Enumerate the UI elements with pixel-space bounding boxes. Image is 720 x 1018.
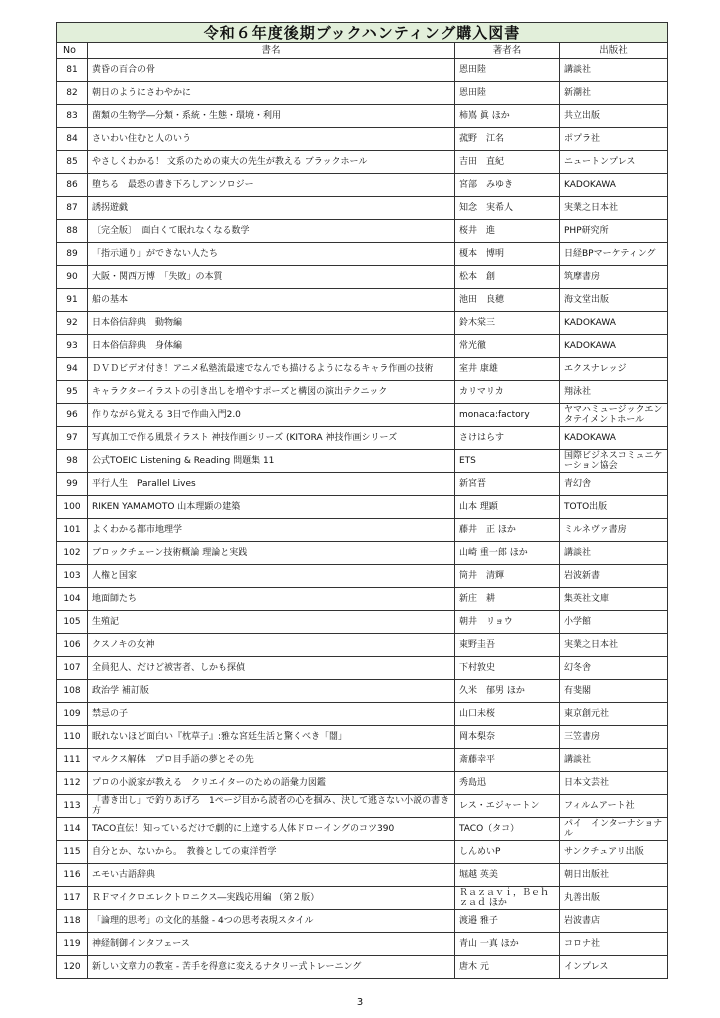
cell-title: 「書き出し」で釣りあげろ 1ページ目から読者の心を掴み、決して逃さない小説の書き方 — [88, 795, 455, 818]
cell-author: さけはらす — [455, 427, 560, 450]
cell-no: 105 — [57, 611, 88, 634]
cell-author: Ｒａｚａｖｉ，Ｂｅｈｚａｄ ほか — [455, 887, 560, 910]
cell-no: 117 — [57, 887, 88, 910]
cell-publisher: 集英社文庫 — [560, 588, 668, 611]
cell-title: やさしくわかる！ 文系のための東大の先生が教える ブラックホール — [88, 151, 455, 174]
cell-author: 斎藤幸平 — [455, 749, 560, 772]
cell-title: 平行人生 Parallel Lives — [88, 473, 455, 496]
cell-publisher: 共立出版 — [560, 105, 668, 128]
cell-title: 写真加工で作る風景イラスト 神技作画シリーズ (KITORA 神技作画シリーズ — [88, 427, 455, 450]
table-row — [57, 634, 668, 657]
cell-author: 唐木 元 — [455, 956, 560, 979]
cell-no: 118 — [57, 910, 88, 933]
table-row — [57, 887, 668, 910]
table-row — [57, 772, 668, 795]
table-row — [57, 174, 668, 197]
cell-author: 久米 郁男 ほか — [455, 680, 560, 703]
cell-title: 眠れないほど面白い『枕草子』:雅な宮廷生活と驚くべき「闇」 — [88, 726, 455, 749]
cell-title: ＲＦマイクロエレクトロニクス―実践応用編 （第２版） — [88, 887, 455, 910]
cell-publisher: KADOKAWA — [560, 312, 668, 335]
cell-publisher: PHP研究所 — [560, 220, 668, 243]
table-row — [57, 450, 668, 473]
cell-publisher: 翔泳社 — [560, 381, 668, 404]
cell-no: 106 — [57, 634, 88, 657]
cell-author: 新庄 耕 — [455, 588, 560, 611]
cell-author: 渡邉 雅子 — [455, 910, 560, 933]
table-row — [57, 933, 668, 956]
cell-no: 88 — [57, 220, 88, 243]
cell-author: 柿嶌 眞 ほか — [455, 105, 560, 128]
cell-title: RIKEN YAMAMOTO 山本理顕の建築 — [88, 496, 455, 519]
cell-no: 114 — [57, 818, 88, 841]
cell-title: 日本俗信辞典 動物編 — [88, 312, 455, 335]
cell-no: 90 — [57, 266, 88, 289]
cell-publisher: 岩波書店 — [560, 910, 668, 933]
cell-author: 下村敦史 — [455, 657, 560, 680]
cell-no: 120 — [57, 956, 88, 979]
cell-no: 81 — [57, 59, 88, 82]
cell-publisher: 実業之日本社 — [560, 197, 668, 220]
table-row — [57, 289, 668, 312]
cell-title: 誘拐遊戯 — [88, 197, 455, 220]
header-title: 書名 — [88, 43, 455, 59]
cell-no: 99 — [57, 473, 88, 496]
header-publisher: 出版社 — [560, 43, 668, 59]
cell-title: クスノキの女神 — [88, 634, 455, 657]
cell-publisher: 小学館 — [560, 611, 668, 634]
cell-author: 新宮晋 — [455, 473, 560, 496]
cell-author: 知念 実希人 — [455, 197, 560, 220]
cell-publisher: ポプラ社 — [560, 128, 668, 151]
cell-author: 鈴木棠三 — [455, 312, 560, 335]
cell-publisher: ニュートンプレス — [560, 151, 668, 174]
book-list-sheet — [56, 22, 667, 979]
cell-author: 藤井 正 ほか — [455, 519, 560, 542]
cell-no: 116 — [57, 864, 88, 887]
header-row — [57, 43, 668, 59]
table-row — [57, 657, 668, 680]
cell-author: 恩田陸 — [455, 82, 560, 105]
table-row — [57, 841, 668, 864]
cell-no: 96 — [57, 404, 88, 427]
cell-author: 東野圭吾 — [455, 634, 560, 657]
cell-publisher: パイ インターナショナル — [560, 818, 668, 841]
cell-publisher: 丸善出版 — [560, 887, 668, 910]
cell-author: TACO（タコ） — [455, 818, 560, 841]
cell-author: ETS — [455, 450, 560, 473]
table-row — [57, 864, 668, 887]
cell-title: 公式TOEIC Listening & Reading 問題集 11 — [88, 450, 455, 473]
page-number: 3 — [356, 997, 364, 1008]
cell-no: 110 — [57, 726, 88, 749]
cell-author: 桜井 進 — [455, 220, 560, 243]
table-row — [57, 404, 668, 427]
cell-publisher: 日本文芸社 — [560, 772, 668, 795]
cell-publisher: 講談社 — [560, 749, 668, 772]
cell-author: 菰野 江名 — [455, 128, 560, 151]
cell-no: 107 — [57, 657, 88, 680]
cell-no: 86 — [57, 174, 88, 197]
cell-publisher: インプレス — [560, 956, 668, 979]
cell-author: 松本 創 — [455, 266, 560, 289]
cell-author: 山口未桜 — [455, 703, 560, 726]
cell-no: 95 — [57, 381, 88, 404]
header-author: 著者名 — [455, 43, 560, 59]
cell-no: 103 — [57, 565, 88, 588]
cell-no: 98 — [57, 450, 88, 473]
cell-title: 「論理的思考」の文化的基盤 - 4つの思考表現スタイル — [88, 910, 455, 933]
cell-no: 119 — [57, 933, 88, 956]
cell-author: 池田 良穂 — [455, 289, 560, 312]
cell-no: 112 — [57, 772, 88, 795]
table-row — [57, 588, 668, 611]
cell-author: monaca:factory — [455, 404, 560, 427]
book-table — [56, 22, 668, 979]
table-row — [57, 427, 668, 450]
cell-title: 船の基本 — [88, 289, 455, 312]
cell-title: TACO直伝！知っているだけで劇的に上達する人体ドローイングのコツ390 — [88, 818, 455, 841]
table-row — [57, 749, 668, 772]
cell-publisher: コロナ社 — [560, 933, 668, 956]
cell-author: 吉田 直紀 — [455, 151, 560, 174]
table-row — [57, 703, 668, 726]
cell-title: 黄昏の百合の骨 — [88, 59, 455, 82]
table-row — [57, 818, 668, 841]
cell-author: 朝井 リョウ — [455, 611, 560, 634]
table-row — [57, 335, 668, 358]
cell-title: 新しい文章力の教室 - 苦手を得意に変えるナタリー式トレーニング — [88, 956, 455, 979]
cell-title: 地面師たち — [88, 588, 455, 611]
cell-no: 92 — [57, 312, 88, 335]
cell-no: 84 — [57, 128, 88, 151]
cell-author: 青山 一真 ほか — [455, 933, 560, 956]
table-row — [57, 473, 668, 496]
table-row — [57, 128, 668, 151]
cell-title: 「指示通り」ができない人たち — [88, 243, 455, 266]
cell-publisher: 三笠書房 — [560, 726, 668, 749]
cell-publisher: 国際ビジネスコミュニケーション協会 — [560, 450, 668, 473]
cell-title: 全員犯人、だけど被害者、しかも探偵 — [88, 657, 455, 680]
cell-publisher: 講談社 — [560, 542, 668, 565]
cell-title: 堕ちる 最恐の書き下ろしアンソロジー — [88, 174, 455, 197]
cell-author: 岡本梨奈 — [455, 726, 560, 749]
cell-title: キャラクターイラストの引き出しを増やすポーズと構図の演出テクニック — [88, 381, 455, 404]
cell-no: 89 — [57, 243, 88, 266]
cell-publisher: ヤマハミュージックエンタテイメントホール — [560, 404, 668, 427]
cell-title: 人権と国家 — [88, 565, 455, 588]
cell-title: 生殖記 — [88, 611, 455, 634]
title-row — [57, 23, 668, 43]
table-row — [57, 358, 668, 381]
cell-author: 常光徹 — [455, 335, 560, 358]
cell-title: プロの小説家が教える クリエイターのための語彙力図鑑 — [88, 772, 455, 795]
cell-publisher: エクスナレッジ — [560, 358, 668, 381]
cell-no: 83 — [57, 105, 88, 128]
table-row — [57, 243, 668, 266]
cell-title: さいわい住むと人のいう — [88, 128, 455, 151]
table-row — [57, 312, 668, 335]
cell-no: 109 — [57, 703, 88, 726]
table-row — [57, 795, 668, 818]
cell-author: 筒井 清輝 — [455, 565, 560, 588]
cell-publisher: 講談社 — [560, 59, 668, 82]
cell-publisher: 筑摩書房 — [560, 266, 668, 289]
table-row — [57, 197, 668, 220]
cell-no: 108 — [57, 680, 88, 703]
cell-publisher: 青幻舎 — [560, 473, 668, 496]
cell-title: ＤＶＤビデオ付き！アニメ私塾流最速でなんでも描けるようになるキャラ作画の技術 — [88, 358, 455, 381]
cell-publisher: 海文堂出版 — [560, 289, 668, 312]
cell-title: 禁忌の子 — [88, 703, 455, 726]
cell-no: 85 — [57, 151, 88, 174]
cell-title: よくわかる都市地理学 — [88, 519, 455, 542]
cell-author: 恩田陸 — [455, 59, 560, 82]
cell-title: 作りながら覚える 3日で作曲入門2.0 — [88, 404, 455, 427]
cell-publisher: 有斐閣 — [560, 680, 668, 703]
cell-title: 大阪・関西万博 「失敗」の本質 — [88, 266, 455, 289]
table-row — [57, 496, 668, 519]
table-row — [57, 220, 668, 243]
table-row — [57, 151, 668, 174]
cell-title: 政治学 補訂版 — [88, 680, 455, 703]
table-row — [57, 726, 668, 749]
cell-author: 山本 理顕 — [455, 496, 560, 519]
cell-title: 神経制御インタフェース — [88, 933, 455, 956]
cell-no: 101 — [57, 519, 88, 542]
cell-publisher: 東京創元社 — [560, 703, 668, 726]
cell-author: レス・エジャートン — [455, 795, 560, 818]
cell-publisher: 新潮社 — [560, 82, 668, 105]
cell-publisher: KADOKAWA — [560, 335, 668, 358]
table-row — [57, 611, 668, 634]
cell-title: 菌類の生物学―分類・系統・生態・環境・利用 — [88, 105, 455, 128]
cell-title: 日本俗信辞典 身体編 — [88, 335, 455, 358]
cell-publisher: KADOKAWA — [560, 427, 668, 450]
table-row — [57, 910, 668, 933]
cell-author: 山崎 重一郎 ほか — [455, 542, 560, 565]
cell-title: 朝日のようにさわやかに — [88, 82, 455, 105]
cell-no: 87 — [57, 197, 88, 220]
table-row — [57, 381, 668, 404]
table-row — [57, 105, 668, 128]
cell-title: 〔完全版〕 面白くて眠れなくなる数学 — [88, 220, 455, 243]
cell-title: エモい古語辞典 — [88, 864, 455, 887]
cell-publisher: フィルムアート社 — [560, 795, 668, 818]
cell-title: マルクス解体 プロ目手語の夢とその先 — [88, 749, 455, 772]
cell-publisher: ミルネヴァ書房 — [560, 519, 668, 542]
cell-no: 93 — [57, 335, 88, 358]
table-row — [57, 266, 668, 289]
cell-author: 榎本 博明 — [455, 243, 560, 266]
table-row — [57, 565, 668, 588]
table-row — [57, 519, 668, 542]
table-row — [57, 59, 668, 82]
cell-publisher: KADOKAWA — [560, 174, 668, 197]
cell-no: 97 — [57, 427, 88, 450]
cell-no: 82 — [57, 82, 88, 105]
cell-no: 111 — [57, 749, 88, 772]
cell-author: 宮部 みゆき — [455, 174, 560, 197]
cell-no: 115 — [57, 841, 88, 864]
cell-author: しんめいP — [455, 841, 560, 864]
cell-publisher: 日経BPマーケティング — [560, 243, 668, 266]
cell-title: ブロックチェーン技術概論 理論と実践 — [88, 542, 455, 565]
table-row — [57, 680, 668, 703]
cell-publisher: TOTO出版 — [560, 496, 668, 519]
cell-no: 102 — [57, 542, 88, 565]
cell-no: 94 — [57, 358, 88, 381]
cell-author: 堀越 英美 — [455, 864, 560, 887]
cell-publisher: 朝日出版社 — [560, 864, 668, 887]
table-row — [57, 542, 668, 565]
cell-author: 室井 康雄 — [455, 358, 560, 381]
table-row — [57, 82, 668, 105]
cell-publisher: 岩波新書 — [560, 565, 668, 588]
cell-publisher: 幻冬舎 — [560, 657, 668, 680]
cell-no: 91 — [57, 289, 88, 312]
cell-publisher: サンクチュアリ出版 — [560, 841, 668, 864]
cell-no: 100 — [57, 496, 88, 519]
table-row — [57, 956, 668, 979]
cell-title: 自分とか、ないから。 教養としての東洋哲学 — [88, 841, 455, 864]
cell-no: 113 — [57, 795, 88, 818]
cell-no: 104 — [57, 588, 88, 611]
cell-author: カリマリカ — [455, 381, 560, 404]
document-title: 令和６年度後期ブックハンティング購入図書 — [57, 23, 668, 43]
cell-publisher: 実業之日本社 — [560, 634, 668, 657]
cell-author: 秀島迅 — [455, 772, 560, 795]
header-no: No — [57, 43, 88, 59]
